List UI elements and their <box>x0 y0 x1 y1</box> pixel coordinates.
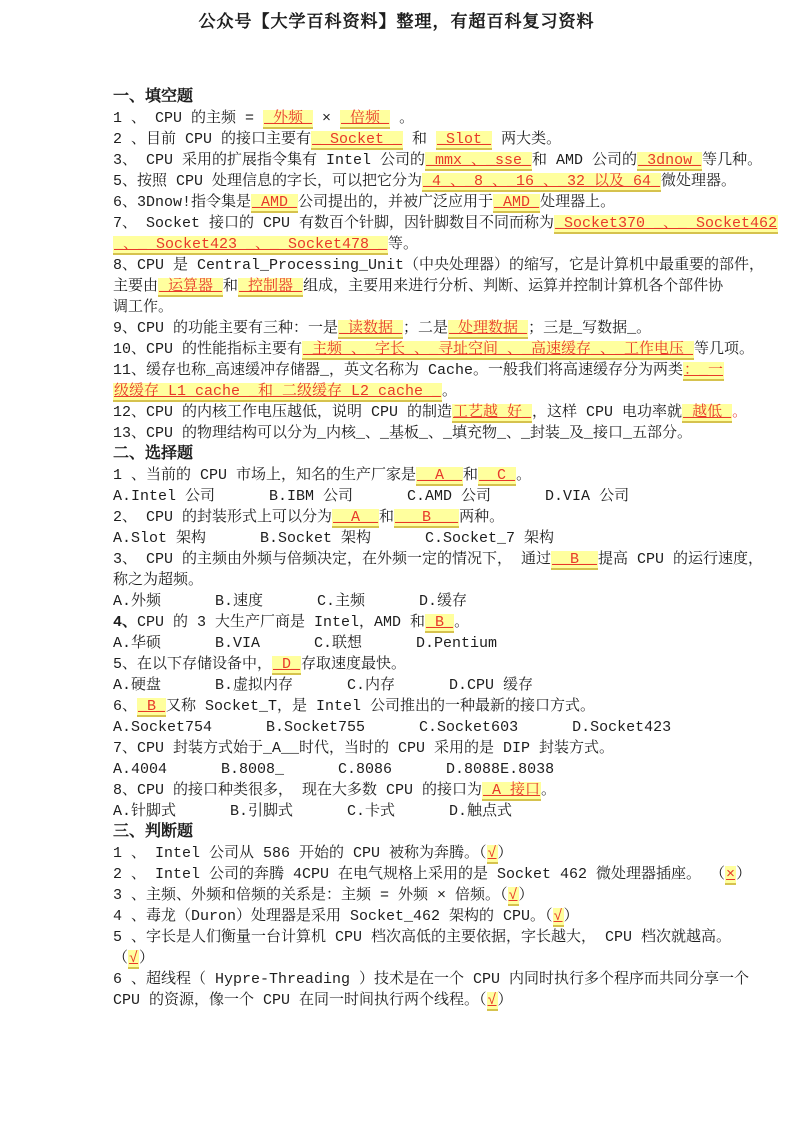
answer-text: _B_ <box>426 614 454 631</box>
answer-text: _倍频_ <box>341 110 390 127</box>
text-segment: 。 <box>454 614 470 631</box>
text-segment: 6、3Dnow!指令集是 <box>113 194 252 211</box>
answer-text: √ <box>553 908 563 925</box>
text-segment: 8、CPU 是 Central_Processing_Unit（中央处理器）的缩写，它是计算机中最重要的部件， <box>113 257 765 274</box>
text-segment: 微处理器。 <box>661 173 737 190</box>
text-line <box>113 108 773 129</box>
text-segment: A.外频 B.速度 C.主频 D.缓存 <box>113 593 468 610</box>
answer-text: _Slot_ <box>437 131 492 148</box>
text-segment: 5、在以下存储设备中， <box>113 656 273 673</box>
text-line <box>113 969 773 990</box>
text-segment: 1 、当前的 CPU 市场上，知名的生产厂家是 <box>113 467 417 484</box>
text-segment: 12、CPU 的内核工作电压越低，说明 CPU 的制造 <box>113 404 453 421</box>
section-heading: 三、判断题 <box>113 823 194 841</box>
text-line <box>113 465 773 486</box>
text-segment: 称之为超频。 <box>113 572 204 589</box>
text-line <box>113 213 778 234</box>
text-line <box>113 486 773 507</box>
text-segment: 提高 CPU 的运行速度， <box>598 551 764 568</box>
text-segment: A.4004 B.8008_ C.8086 D.8088E.8038 <box>113 761 555 778</box>
answer-text: _外频_ <box>264 110 313 127</box>
text-line <box>113 297 773 318</box>
text-segment: 。 <box>442 383 458 400</box>
text-segment: 2 、 Intel 公司的奔腾 4CPU 在电气规格上采用的是 Socket 462 微处理器插座。 （ <box>113 866 726 883</box>
text-segment: 和 <box>463 467 479 484</box>
text-segment: 3、 CPU 的主频由外频与倍频决定，在外频一定的情况下， 通过 <box>113 551 552 568</box>
answer-text: _ Socket _ <box>312 131 403 148</box>
text-segment: 又称 Socket_T，是 Intel 公司推出的一种最新的接口方式。 <box>166 698 596 715</box>
text-line <box>113 591 773 612</box>
text-line <box>113 717 773 738</box>
text-segment: 5 、字长是人们衡量一台计算机 CPU 档次高低的主要依据，字长越大， CPU 档次就越高。 <box>113 929 732 946</box>
answer-text: _、_ Socket423 _、_ Socket478 _ <box>114 236 388 253</box>
text-line <box>113 738 773 759</box>
text-segment: 。 <box>390 110 415 127</box>
text-segment: ） <box>736 866 752 883</box>
text-line <box>113 339 773 360</box>
text-segment: 等。 <box>388 236 419 253</box>
text-line <box>113 318 773 339</box>
text-segment: 和 <box>403 131 437 148</box>
text-line <box>113 150 773 171</box>
text-segment: 2、 CPU 的封装形式上可以分为 <box>113 509 333 526</box>
answer-text: __C_ <box>479 467 516 484</box>
text-segment: ） <box>518 887 534 904</box>
text-line <box>113 402 773 423</box>
text-segment: 3、 CPU 采用的扩展指令集有 Intel 公司的 <box>113 152 426 169</box>
answer-text: _处理数据_ <box>449 320 528 337</box>
text-segment: 7、 Socket 接口的 CPU 有数百个针脚，因针脚数目不同而称为 <box>113 215 555 232</box>
text-segment: 存取速度最快。 <box>301 656 407 673</box>
text-line <box>113 507 773 528</box>
text-line <box>113 276 773 297</box>
text-segment: 等几种。 <box>702 152 763 169</box>
text-segment: A.Slot 架构 B.Socket 架构 C.Socket_7 架构 <box>113 530 555 547</box>
answer-text: _越低_ <box>683 404 732 421</box>
answer-text: 级缓存 L1 cache _和_二级缓存 L2 cache _ <box>114 383 442 400</box>
text-segment: 5、按照 CPU 处理信息的字长，可以把它分为 <box>113 173 423 190</box>
answer-text: _控制器_ <box>239 278 303 295</box>
text-segment: 11、缓存也称_高速缓冲存储器_，英文名称为 Cache。一般我们将高速缓存分为两类 <box>113 362 684 379</box>
text-line <box>113 171 773 192</box>
text-line <box>113 381 773 402</box>
answer-text: __B__ <box>552 551 598 568</box>
answer-text: _Socket370 _、_ Socket462 <box>555 215 778 232</box>
text-line <box>113 234 773 255</box>
text-segment: 和 <box>379 509 395 526</box>
answer-text: _AMD_ <box>494 194 540 211</box>
answer-text: __A__ <box>333 509 379 526</box>
text-line <box>113 780 773 801</box>
answer-text: _B_ <box>138 698 166 715</box>
document-body <box>113 87 778 1011</box>
text-segment: ；二是 <box>403 320 449 337</box>
text-line <box>113 423 773 444</box>
answer-text: _读数据_ <box>339 320 403 337</box>
text-segment: 和 AMD 公司的 <box>532 152 638 169</box>
answer-text: _D_ <box>273 656 301 673</box>
text-segment: 调工作。 <box>113 299 174 316</box>
text-line <box>113 255 773 276</box>
text-segment: 1 、 CPU 的主频 = <box>113 110 264 127</box>
text-segment: 主要由 <box>113 278 159 295</box>
text-segment: A.Intel 公司 B.IBM 公司 C.AMD 公司 D.VIA 公司 <box>113 488 630 505</box>
text-segment: 组成，主要用来进行分析、判断、运算并控制计算机各个部件协 <box>303 278 724 295</box>
text-segment: × <box>313 110 341 127</box>
text-line <box>113 360 773 381</box>
answer-text: √ <box>508 887 518 904</box>
text-segment: A.Socket754 B.Socket755 C.Socket603 D.Socket423 <box>113 719 672 736</box>
text-line <box>113 192 773 213</box>
answer-text: _AMD_ <box>252 194 298 211</box>
text-segment: ） <box>497 845 513 862</box>
section-heading: 一、填空题 <box>113 88 194 106</box>
text-segment: 13、CPU 的物理结构可以分为_内核_、_基板_、_填充物_、_封装_及_接口_五部分。 <box>113 425 693 442</box>
answer-text: _4_、_8_、_16_、_32_以及_64_ <box>423 173 661 190</box>
text-segment: 7、CPU 封装方式始于_A__时代，当时的 CPU 采用的是 DIP 封装方式。 <box>113 740 615 757</box>
text-segment: 和 <box>223 278 239 295</box>
answer-text: √ <box>129 950 139 967</box>
text-segment: 3 、主频、外频和倍频的关系是：主频 = 外频 × 倍频。（ <box>113 887 508 904</box>
answer-text: __A__ <box>417 467 463 484</box>
text-line <box>113 696 773 717</box>
text-segment: 4、 <box>113 614 138 631</box>
text-line <box>113 549 773 570</box>
text-segment: A.硬盘 B.虚拟内存 C.内存 D.CPU 缓存 <box>113 677 534 694</box>
text-line <box>113 990 773 1011</box>
text-segment: 。 <box>541 782 557 799</box>
text-line <box>113 675 773 696</box>
text-segment: 10、CPU 的性能指标主要有 <box>113 341 303 358</box>
text-line <box>113 654 773 675</box>
text-segment: ） <box>563 908 579 925</box>
answer-text: _主频_、_字长_、_寻址空间_、_高速缓存_、_工作电压_ <box>303 341 694 358</box>
text-segment: 2 、目前 CPU 的接口主要有 <box>113 131 312 148</box>
text-segment: 4 、毒龙（Duron）处理器是采用 Socket_462 架构的 CPU。（ <box>113 908 553 925</box>
answer-text: 工艺越_好_ <box>453 404 532 421</box>
text-segment: A.华硕 B.VIA C.联想 D.Pentium <box>113 635 498 652</box>
answer-text: _3dnow_ <box>638 152 702 169</box>
text-line <box>113 129 773 150</box>
text-segment: CPU 的 3 大生产厂商是 Intel，AMD 和 <box>137 614 426 631</box>
text-line <box>113 570 773 591</box>
answer-text: √ <box>487 845 497 862</box>
text-segment: 。 <box>732 404 748 421</box>
text-line <box>113 927 773 948</box>
answer-text: ：_一 <box>684 362 724 379</box>
text-segment: A.针脚式 B.引脚式 C.卡式 D.触点式 <box>113 803 513 820</box>
text-segment: 两种。 <box>459 509 505 526</box>
text-segment: 9、CPU 的功能主要有三种：一是 <box>113 320 339 337</box>
answer-text: × <box>726 866 736 883</box>
answer-text: ___B___ <box>395 509 459 526</box>
text-segment: 公司提出的，并被广泛应用于 <box>298 194 494 211</box>
text-segment: 等几项。 <box>694 341 755 358</box>
text-segment: 8、CPU 的接口种类很多， 现在大多数 CPU 的接口为 <box>113 782 483 799</box>
text-segment: ） <box>497 992 513 1009</box>
text-segment: 处理器上。 <box>540 194 616 211</box>
text-line <box>113 864 773 885</box>
text-segment: 6、 <box>113 698 138 715</box>
text-segment: 1 、 Intel 公司从 586 开始的 CPU 被称为奔腾。（ <box>113 845 487 862</box>
answer-text: _运算器_ <box>159 278 223 295</box>
text-line <box>113 843 773 864</box>
page-title: 公众号【大学百科资料】整理，有超百科复习资料 <box>198 14 595 33</box>
text-segment: 两大类。 <box>492 131 562 148</box>
text-segment: CPU 的资源，像一个 CPU 在同一时间执行两个线程。（ <box>113 992 487 1009</box>
text-line <box>113 906 773 927</box>
text-line <box>113 801 773 822</box>
text-segment: （ <box>113 950 129 967</box>
text-segment: 6 、超线程（ Hypre-Threading ）技术是在一个 CPU 内同时执行多个程序而共同分享一个 <box>113 971 750 988</box>
text-segment: ） <box>139 950 155 967</box>
answer-text: _A_接口 <box>483 782 541 799</box>
text-segment: ；三是_写数据_。 <box>528 320 652 337</box>
text-line <box>113 759 773 780</box>
text-line <box>113 612 773 633</box>
text-segment: ，这样 CPU 电功率就 <box>532 404 683 421</box>
text-line <box>113 948 773 969</box>
answer-text: _mmx_、_sse_ <box>426 152 532 169</box>
text-line <box>113 528 773 549</box>
section-heading: 二、选择题 <box>113 445 194 463</box>
text-segment: 。 <box>516 467 532 484</box>
answer-text: √ <box>487 992 497 1009</box>
text-line <box>113 885 773 906</box>
text-line <box>113 633 773 654</box>
